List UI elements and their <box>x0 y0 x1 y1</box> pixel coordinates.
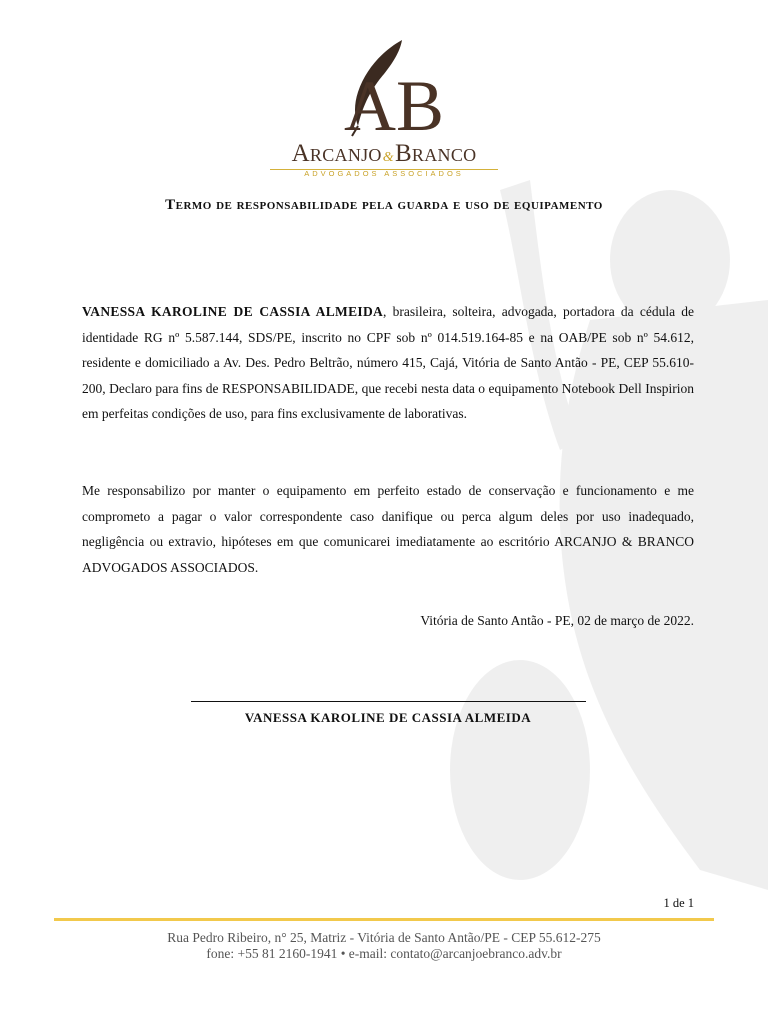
company-subtitle: ADVOGADOS ASSOCIADOS <box>304 169 464 178</box>
ab-monogram-quill-icon <box>324 38 444 138</box>
place-date: Vitória de Santo Antão - PE, 02 de março de 2022. <box>420 613 694 628</box>
signatory-name: VANESSA KAROLINE DE CASSIA ALMEIDA <box>244 710 532 725</box>
declarant-name: VANESSA KAROLINE DE CASSIA ALMEIDA <box>82 304 384 319</box>
page-number: 1 de 1 <box>663 896 694 910</box>
declaration-text: , brasileira, solteira, advogada, portadora da cédula de identidade RG nº 5.587.144, SDS/PE, inscrito no CPF sob nº 014.519.164-85 e na OAB/PE sob nº 54.612, residente e domiciliado a Av. Des. Pedro Beltrão, número 415, Cajá, Vitória de Santo Antão - PE, CEP 55.610-200, Declaro para fins de RESPONSABILIDADE, que recebi nesta data o equipamento Notebook Dell Inspirion em perfeitas condições de uso, para fins exclusivamente de laborativas. <box>82 304 694 422</box>
paragraph-responsibility: Me responsabilizo por manter o equipamento em perfeito estado de conservação e funcionamento e me comprometo a pagar o valor correspondente caso danifique ou perca algum deles por uso inadequado, negligência ou extravio, hipóteses em que comunicarei imediatamente ao escritório ARCANJO & BRANCO ADVOGADOS ASSOCIADOS. <box>82 483 694 575</box>
document-title: Termo de responsabilidade pela guarda e uso de equipamento <box>165 197 603 213</box>
company-name-ampersand: & <box>382 150 394 165</box>
signature-line <box>191 701 586 702</box>
company-name-part2: Branco <box>394 140 477 167</box>
paragraph-declaration <box>82 299 694 427</box>
monogram-text: AB <box>344 66 444 138</box>
company-name-part1: Arcanjo <box>291 140 382 167</box>
footer-address: Rua Pedro Ribeiro, n° 25, Matriz - Vitória de Santo Antão/PE - CEP 55.612-275 <box>167 930 601 945</box>
company-logo <box>264 38 504 178</box>
company-name <box>264 140 504 168</box>
footer-contact: fone: +55 81 2160-1941 • e-mail: contato@arcanjoebranco.adv.br <box>206 946 562 961</box>
footer-divider <box>54 918 714 921</box>
